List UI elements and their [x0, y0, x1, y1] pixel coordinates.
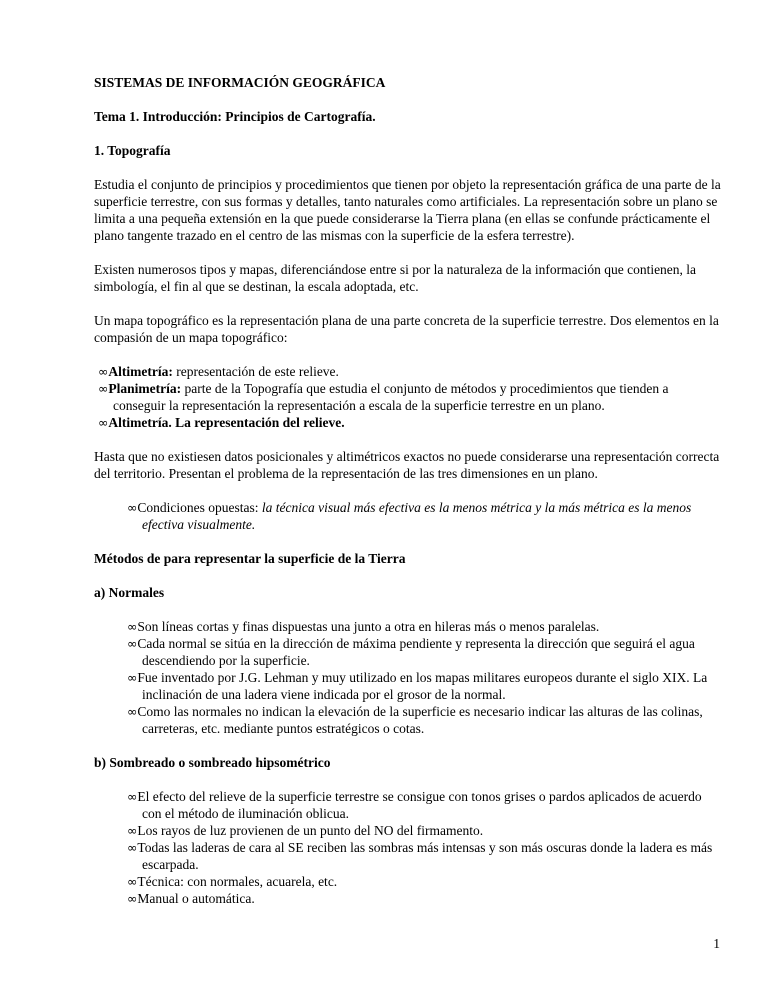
page-number: 1 [713, 936, 720, 951]
list-item [127, 890, 721, 907]
list-item [127, 839, 721, 873]
infinity-bullet: ∞ [127, 823, 138, 838]
document-title: SISTEMAS DE INFORMACIÓN GEOGRÁFICA [94, 75, 386, 90]
list-item-term: Altimetría: [108, 364, 173, 379]
list-item [127, 635, 721, 669]
list-item [127, 669, 721, 703]
list-item-text: Son líneas cortas y finas dispuestas una junto a otra en hileras más o menos paralelas. [137, 619, 600, 634]
list-item-term: Planimetría: [108, 381, 182, 396]
list-item [127, 703, 721, 737]
list-item-text: Fue inventado por J.G. Lehman y muy utilizado en los mapas militares europeos durante el siglo XIX. La inclinación de una ladera viene indicada por el grosor de la normal. [137, 670, 708, 702]
heading-a-normales: a) Normales [94, 585, 165, 600]
list-item [127, 873, 721, 890]
infinity-bullet: ∞ [98, 364, 109, 379]
infinity-bullet: ∞ [127, 704, 138, 719]
list-item [127, 788, 721, 822]
list-item [127, 618, 721, 635]
paragraph-estudia: Estudia el conjunto de principios y procedimientos que tienen por objeto la representación gráfica de una parte de la superficie terrestre, con sus formas y detalles, tanto naturales como artificiales. La representación sobre un plano se limita a una pequeña extensión en la que puede considerarse la Tierra plana (en ellas se confunde prácticamente el plano tangente trazado en el centro de las mismas con la superficie de la esfera terrestre). [94, 177, 721, 243]
paragraph-mapa-topografico: Un mapa topográfico es la representación plana de una parte concreta de la superficie terrestre. Dos elementos en la compasión de un mapa topográfico: [94, 313, 719, 345]
heading-topografia: 1. Topografía [94, 143, 171, 158]
infinity-bullet: ∞ [127, 789, 138, 804]
infinity-bullet: ∞ [98, 381, 109, 396]
heading-tema-1: Tema 1. Introducción: Principios de Cartografía. [94, 109, 376, 124]
list-item-text: Técnica: con normales, acuarela, etc. [137, 874, 338, 889]
paragraph-existen: Existen numerosos tipos y mapas, diferenciándose entre si por la naturaleza de la información que contienen, la simbología, el fin al que se destinan, la escala adoptada, etc. [94, 262, 697, 294]
heading-b-sombreado: b) Sombreado o sombreado hipsométrico [94, 755, 331, 770]
infinity-bullet: ∞ [127, 500, 138, 515]
list-item-planimetria [98, 380, 721, 414]
list-item-text: parte de la Topografía que estudia el conjunto de métodos y procedimientos que tienden a conseguir la representación la representación a escala de la superficie terrestre en un plano. [113, 381, 669, 413]
infinity-bullet: ∞ [98, 415, 109, 430]
infinity-bullet: ∞ [127, 670, 138, 685]
list-item-text: Cada normal se sitúa en la dirección de máxima pendiente y representa la dirección que seguirá el agua descendiendo por la superficie. [137, 636, 695, 668]
infinity-bullet: ∞ [127, 636, 138, 651]
list-item-text: Condiciones opuestas: [137, 500, 262, 515]
list-item-term: Altimetría. La representación del relieve. [108, 415, 345, 430]
list-item-text: Manual o automática. [137, 891, 255, 906]
list-item-condiciones-opuestas [127, 499, 721, 533]
list-normales [127, 618, 721, 737]
infinity-bullet: ∞ [127, 891, 138, 906]
list-condiciones [127, 499, 721, 533]
infinity-bullet: ∞ [127, 874, 138, 889]
list-item [127, 822, 721, 839]
infinity-bullet: ∞ [127, 619, 138, 634]
list-elementos-mapa [98, 363, 721, 431]
list-item-text: representación de este relieve. [172, 364, 339, 379]
list-item-altimetria-relieve [98, 414, 721, 431]
list-item-italic-text: la técnica visual más efectiva es la menos métrica y la más métrica es la menos efectiva visualmente. [142, 500, 692, 532]
list-item-text: Los rayos de luz provienen de un punto del NO del firmamento. [137, 823, 484, 838]
list-sombreado [127, 788, 721, 907]
list-item-altimetria [98, 363, 721, 380]
list-item-text: El efecto del relieve de la superficie terrestre se consigue con tonos grises o pardos aplicados de acuerdo con el método de iluminación oblicua. [137, 789, 702, 821]
paragraph-hasta: Hasta que no existiesen datos posicionales y altimétricos exactos no puede considerarse una representación correcta del territorio. Presentan el problema de la representación de las tres dimensiones en un plano. [94, 449, 720, 481]
list-item-text: Como las normales no indican la elevación de la superficie es necesario indicar las alturas de las colinas, carreteras, etc. mediante puntos estratégicos o cotas. [137, 704, 703, 736]
heading-metodos: Métodos de para representar la superficie de la Tierra [94, 551, 406, 566]
infinity-bullet: ∞ [127, 840, 138, 855]
list-item-text: Todas las laderas de cara al SE reciben las sombras más intensas y son más oscuras donde la ladera es más escarpada. [137, 840, 713, 872]
